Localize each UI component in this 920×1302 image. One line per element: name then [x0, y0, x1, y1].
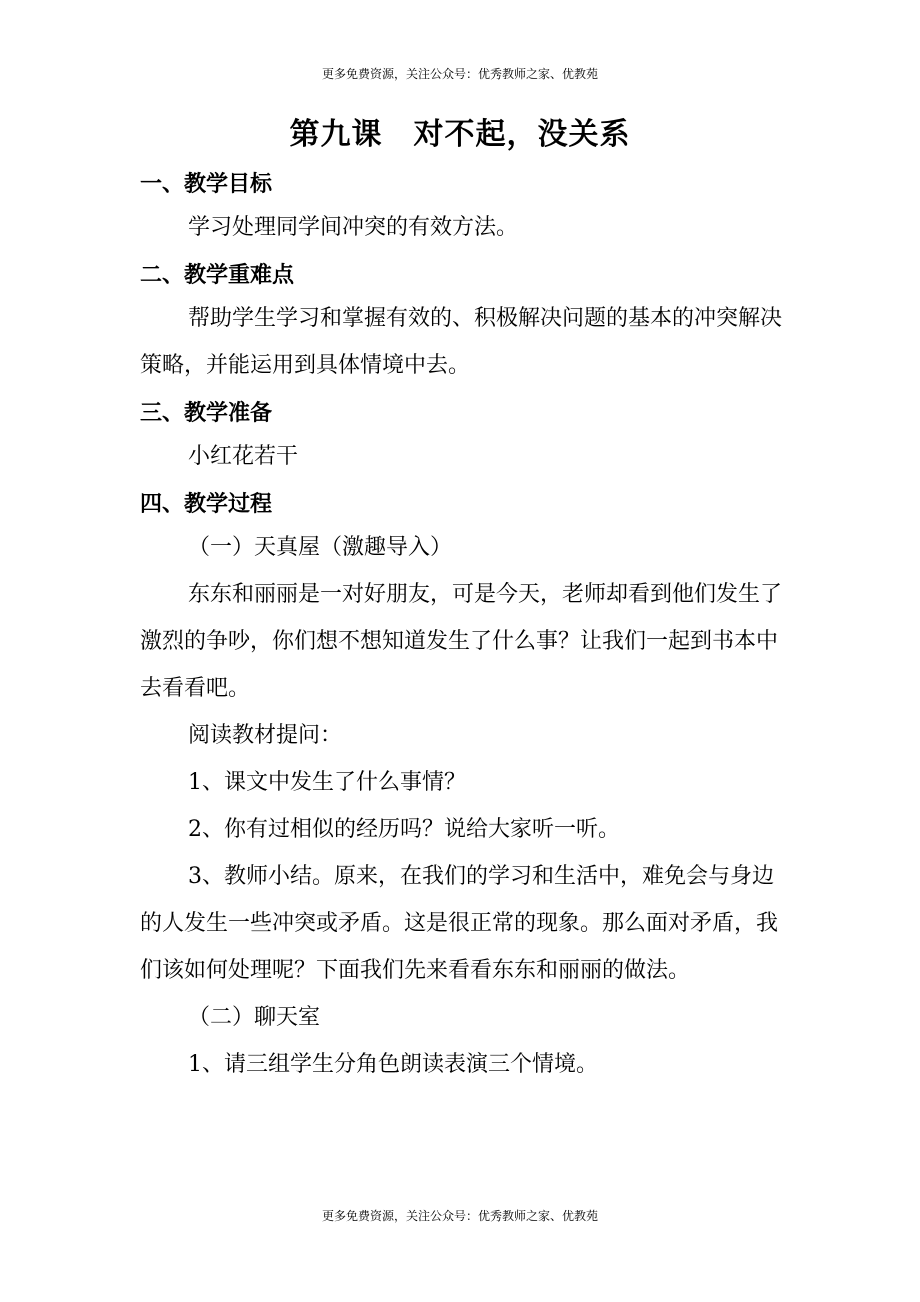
section-heading-key-points: 二、教学重难点	[140, 262, 295, 288]
paragraph: 帮助学生学习和掌握有效的、积极解决问题的基本的冲突解决策略，并能运用到具体情境中去。	[140, 306, 783, 378]
paragraph: 2、你有过相似的经历吗？说给大家听一听。	[188, 817, 620, 842]
lesson-content	[140, 164, 790, 1088]
lesson-title: 第九课 对不起，没关系	[289, 117, 631, 152]
subsection-heading: （一）天真屋（激趣导入）	[188, 535, 453, 560]
paragraph: 1、请三组学生分角色朗读表演三个情境。	[188, 1052, 598, 1077]
header-promo-note: 更多免费资源，关注公众号：优秀教师之家、优教苑	[321, 67, 598, 81]
paragraph: 学习处理同学间冲突的有效方法。	[188, 215, 519, 240]
subsection-heading: （二）聊天室	[188, 1005, 321, 1030]
section-heading-preparation: 三、教学准备	[140, 400, 273, 426]
section-heading-process: 四、教学过程	[140, 491, 273, 517]
paragraph: 小红花若干	[188, 444, 299, 469]
section-heading-goals: 一、教学目标	[140, 171, 273, 197]
paragraph: 东东和丽丽是一对好朋友，可是今天，老师却看到他们发生了激烈的争吵，你们想不想知道发生了什么事？让我们一起到书本中去看看吧。	[140, 582, 783, 701]
paragraph: 3、教师小结。原来，在我们的学习和生活中，难免会与身边的人发生一些冲突或矛盾。这是很正常的现象。那么面对矛盾，我们该如何处理呢？下面我们先来看看东东和丽丽的做法。	[140, 864, 779, 983]
paragraph: 1、课文中发生了什么事情？	[188, 770, 466, 795]
footer-promo-note: 更多免费资源，关注公众号：优秀教师之家、优教苑	[321, 1209, 598, 1223]
paragraph: 阅读教材提问：	[188, 723, 343, 748]
